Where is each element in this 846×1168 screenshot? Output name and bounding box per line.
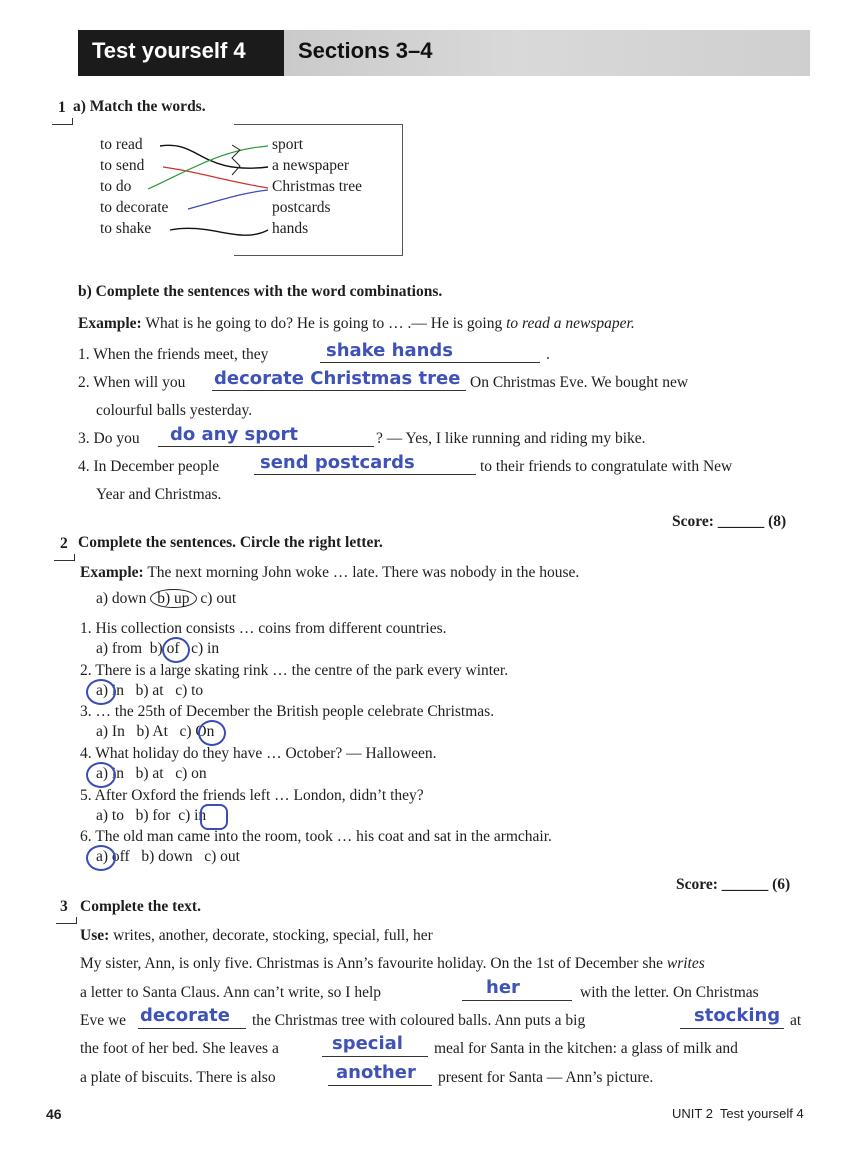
ex3-title: Complete the text.	[80, 898, 201, 915]
ex3-line-3b: the Christmas tree with coloured balls. Ann puts a big	[252, 1012, 586, 1029]
ex1-part-a: a) Match the words.	[73, 98, 206, 115]
ex1-score: Score: ______ (8)	[672, 513, 787, 530]
handwritten-answer: stocking	[694, 1005, 781, 1026]
footer-unit: UNIT 2 Test yourself 4	[672, 1106, 804, 1121]
answer-circle	[86, 845, 116, 871]
ex2-options: a) in b) at c) on	[96, 765, 207, 782]
header-badge-text: Test yourself 4	[92, 38, 246, 63]
ex3-line-3a: Eve we	[80, 1012, 127, 1029]
ex2-example	[80, 564, 579, 582]
ex1-item-2: 2. When will you	[78, 374, 186, 391]
handwritten-answer: special	[332, 1033, 403, 1054]
match-left-item: to send	[100, 157, 145, 174]
ex3-line-3c: at	[790, 1012, 802, 1029]
option-c: c) out	[200, 590, 237, 607]
ex2-question: 6. The old man came into the room, took … his coat and sat in the armchair.	[80, 828, 552, 845]
ex2-options: a) off b) down c) out	[96, 848, 240, 865]
match-left-item: to read	[100, 136, 143, 153]
answer-line	[328, 1085, 432, 1086]
answer-circle	[198, 720, 226, 746]
ex1-example	[78, 315, 635, 333]
ex3-line-2b: with the letter. On Christmas	[580, 984, 759, 1001]
ex2-score: Score: ______ (6)	[676, 876, 791, 893]
ex1-number: 1	[58, 99, 66, 116]
match-right-item: postcards	[272, 199, 331, 216]
ex2-bracket	[54, 554, 75, 561]
example-text: The next morning John woke … late. There was nobody in the house.	[147, 564, 580, 581]
answer-line	[320, 362, 540, 363]
ex3-bracket	[56, 917, 77, 924]
match-right-item: a newspaper	[272, 157, 350, 174]
answer-line	[322, 1056, 428, 1057]
example-label: Example:	[80, 564, 144, 581]
match-right-item: sport	[272, 136, 303, 153]
match-left-item: to decorate	[100, 199, 169, 216]
ex3-number: 3	[60, 898, 68, 915]
answer-circle	[86, 762, 116, 788]
answer-line	[680, 1028, 784, 1029]
ex2-options: a) to b) for c) in	[96, 807, 207, 824]
ex2-question: 4. What holiday do they have … October? — Halloween.	[80, 745, 437, 762]
text-span: My sister, Ann, is only five. Christmas is Ann’s favourite holiday. On the 1st of December she	[80, 955, 663, 972]
answer-circle	[200, 804, 228, 830]
handwritten-answer: decorate Christmas tree	[214, 368, 461, 389]
ex2-options: a) in b) at c) to	[96, 682, 204, 699]
match-right-item: hands	[272, 220, 309, 237]
answer-line	[254, 474, 476, 475]
ex1-item-3-post: ? — Yes, I like running and riding my bike.	[376, 430, 646, 447]
handwritten-answer: her	[486, 977, 520, 998]
example-answer: to read a newspaper.	[506, 315, 635, 332]
answer-circle	[86, 679, 116, 705]
ex1-item-2-post: On Christmas Eve. We bought new	[470, 374, 689, 391]
ex3-line-1	[80, 955, 705, 973]
option-b-circled: b) up	[150, 589, 196, 608]
ex1-item-1: 1. When the friends meet, they	[78, 346, 269, 363]
ex1-item-4: 4. In December people	[78, 458, 220, 475]
ex1-part-b: b) Complete the sentences with the word combinations.	[78, 283, 443, 300]
answer-line	[462, 1000, 572, 1001]
ex3-line-2a: a letter to Santa Claus. Ann can’t write, so I help	[80, 984, 382, 1001]
ex2-title: Complete the sentences. Circle the right letter.	[78, 534, 383, 551]
answer-line	[138, 1028, 246, 1029]
ex2-question: 5. After Oxford the friends left … London, didn’t they?	[80, 787, 424, 804]
ex1-item-2-cont: colourful balls yesterday.	[96, 402, 253, 419]
match-left-item: to do	[100, 178, 132, 195]
handwritten-answer: do any sport	[170, 424, 298, 445]
ex2-options: a) In b) At c) On	[96, 723, 215, 740]
ex3-line-4b: meal for Santa in the kitchen: a glass of milk and	[434, 1040, 738, 1057]
answer-line	[212, 390, 466, 391]
match-right-item: Christmas tree	[272, 178, 362, 195]
page-number: 46	[46, 1106, 62, 1122]
answer-circle	[162, 637, 190, 663]
ex2-example-options	[96, 590, 236, 608]
handwritten-answer: decorate	[140, 1005, 230, 1026]
ex3-line-5a: a plate of biscuits. There is also	[80, 1069, 276, 1086]
ex2-options: a) from b) of c) in	[96, 640, 220, 657]
ex2-question: 1. His collection consists … coins from different countries.	[80, 620, 447, 637]
use-label: Use:	[80, 927, 110, 944]
ex3-line-5b: present for Santa — Ann’s picture.	[438, 1069, 654, 1086]
ex1-item-4-cont: Year and Christmas.	[96, 486, 222, 503]
answer-line	[158, 446, 374, 447]
ex3-use	[80, 927, 433, 945]
ex1-item-3: 3. Do you	[78, 430, 140, 447]
header-section: Sections 3–4	[298, 38, 433, 63]
ex2-number: 2	[60, 535, 68, 552]
handwritten-answer: another	[336, 1062, 416, 1083]
match-left-item: to shake	[100, 220, 152, 237]
ex1-item-4-post: to their friends to congratulate with New	[480, 458, 733, 475]
example-label: Example:	[78, 315, 142, 332]
handwritten-answer: shake hands	[326, 340, 454, 361]
ex2-question: 2. There is a large skating rink … the centre of the park every winter.	[80, 662, 509, 679]
handwritten-answer: send postcards	[260, 452, 415, 473]
italic-word: writes	[666, 955, 705, 972]
example-text: What is he going to do? He is going to … .— He is going	[145, 315, 503, 332]
match-lines	[0, 0, 846, 260]
ex2-question: 3. … the 25th of December the British people celebrate Christmas.	[80, 703, 495, 720]
use-words: writes, another, decorate, stocking, special, full, her	[113, 927, 433, 944]
option-a: a) down	[96, 590, 147, 607]
ex1-item-1-post: .	[546, 346, 550, 363]
ex3-line-4a: the foot of her bed. She leaves a	[80, 1040, 279, 1057]
